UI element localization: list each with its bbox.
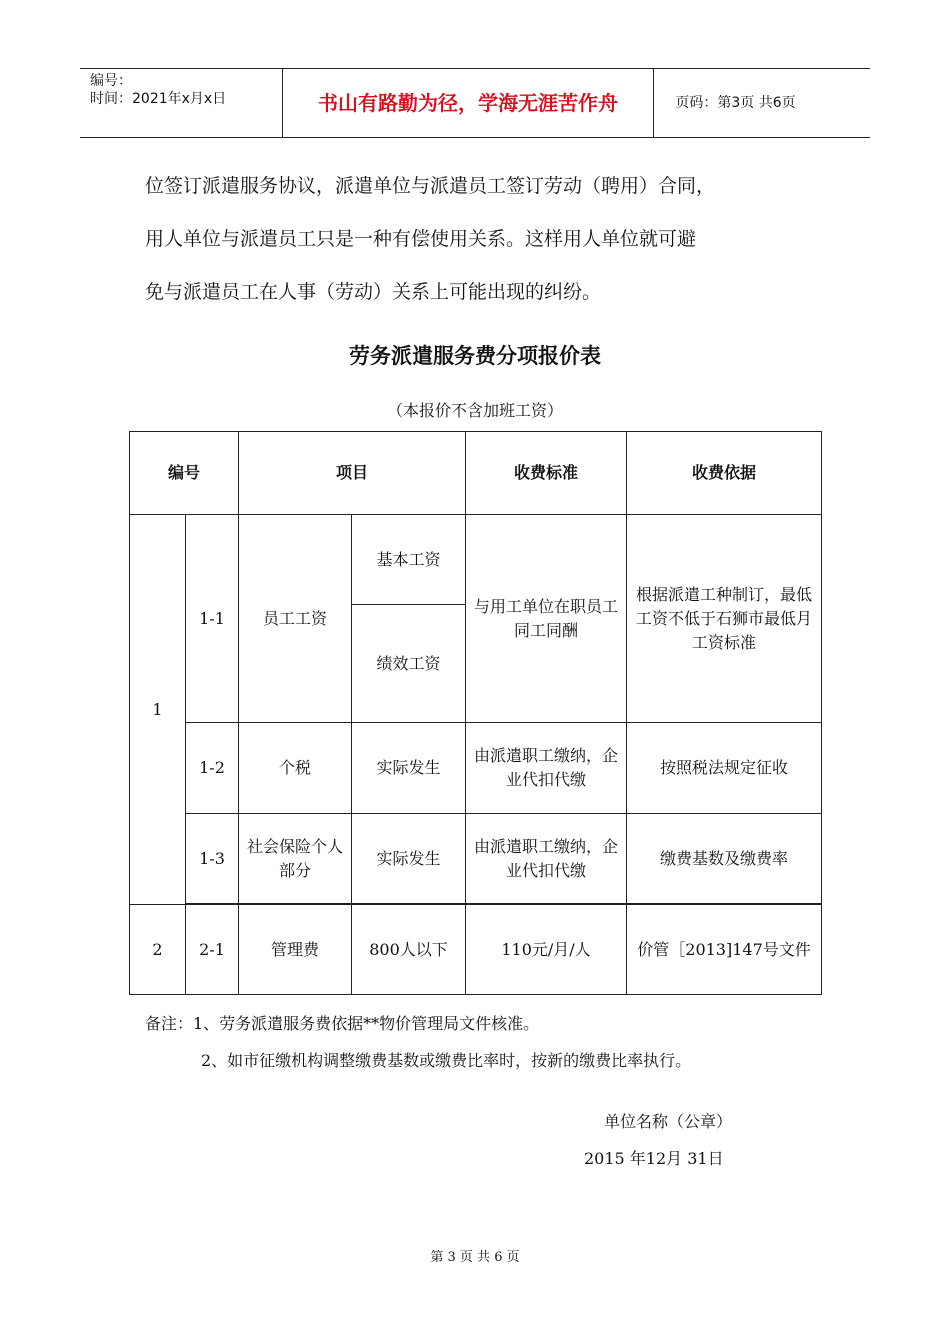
sub-id: 1-2 [186,723,239,814]
table-row [130,723,822,814]
paragraph-line: 位签订派遣服务协议，派遣单位与派遣员工签订劳动（聘用）合同， [145,175,716,197]
document-number-label: 编号： [90,73,132,89]
table-header-row [130,432,822,515]
group-id: 2 [130,905,186,995]
table-row [130,515,822,605]
unit-name: 单位名称（公章） [604,1112,733,1131]
fee-basis: 缴费基数及缴费率 [627,814,822,904]
sub-id: 1-3 [186,814,239,904]
sub-id: 1-1 [186,515,239,723]
item-name: 员工工资 [239,515,352,723]
table-row [130,905,822,995]
item-detail: 800人以下 [352,905,466,995]
quote-table [129,431,822,995]
header-page-number: 页码：第3页 共6页 [675,95,796,111]
item-name: 社会保险个人部分 [239,814,352,904]
table-subtitle: （本报价不含加班工资） [386,401,563,420]
fee-basis: 价管［2013]147号文件 [627,905,822,995]
header-number: 编号 [130,432,239,515]
item-name: 个税 [239,723,352,814]
group-id: 1 [130,515,186,905]
item-detail: 实际发生 [352,814,466,904]
fee-standard: 与用工单位在职员工同工同酬 [466,515,627,723]
item-detail: 基本工资 [352,515,466,605]
fee-standard: 由派遣职工缴纳，企业代扣代缴 [466,723,627,814]
header-meta [80,69,280,137]
note-2: 2、如市征缴机构调整缴费基数或缴费比率时，按新的缴费比率执行。 [201,1051,692,1070]
header-motto: 书山有路勤为径，学海无涯苦作舟 [282,69,654,137]
item-detail: 实际发生 [352,723,466,814]
table-title: 劳务派遣服务费分项报价表 [349,344,601,368]
sub-id: 2-1 [186,905,239,995]
header-basis: 收费依据 [627,432,822,515]
paragraph-line: 免与派遣员工在人事（劳动）关系上可能出现的纠纷。 [145,281,602,303]
body-paragraph [145,160,845,319]
table-row [130,814,822,904]
fee-standard: 由派遣职工缴纳，企业代扣代缴 [466,814,627,904]
fee-basis: 根据派遣工种制订，最低工资不低于石狮市最低月工资标准 [627,515,822,723]
header-standard: 收费标准 [466,432,627,515]
item-name: 管理费 [239,905,352,995]
fee-basis: 按照税法规定征收 [627,723,822,814]
note-1: 备注：1、劳务派遣服务费依据**物价管理局文件核准。 [145,1014,540,1033]
page-header [80,68,870,138]
document-time-label: 时间：2021年x月x日 [90,91,227,107]
item-detail: 绩效工资 [352,605,466,723]
sign-date: 2015 年12月 31日 [584,1149,724,1168]
paragraph-line: 用人单位与派遣员工只是一种有偿使用关系。这样用人单位就可避 [145,228,697,250]
fee-standard: 110元/月/人 [466,905,627,995]
header-item: 项目 [239,432,466,515]
page-footer: 第 3 页 共 6 页 [430,1250,520,1265]
